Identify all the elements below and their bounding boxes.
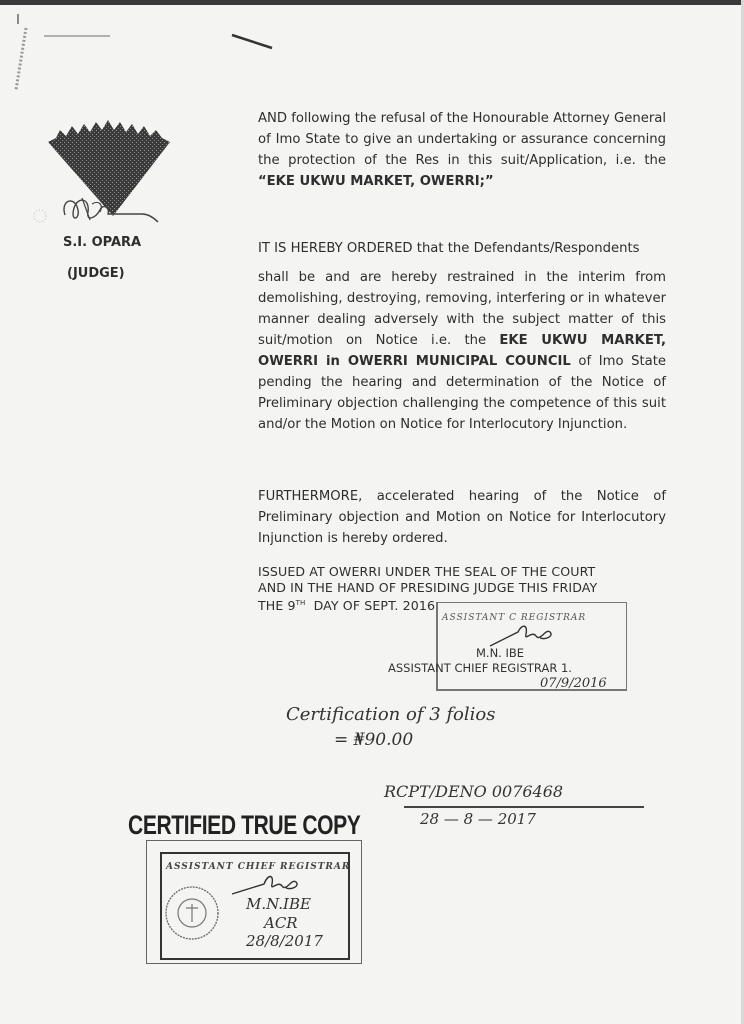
certified-stamp-name: M.N.IBE	[246, 895, 311, 913]
certified-true-copy-label: CERTIFIED TRUE COPY	[128, 810, 361, 840]
paragraph-furthermore: FURTHERMORE, accelerated hearing of the Notice of Preliminary objection and Motion on Notice for Interlocutory Injunction is hereby ordered.	[258, 489, 666, 546]
market-name-bold: “EKE UKWU MARKET, OWERRI;”	[258, 174, 494, 189]
certified-stamp-date: 28/8/2017	[246, 932, 323, 950]
issued-day: THE 9	[258, 598, 296, 614]
receipt-underline	[404, 806, 644, 808]
issued-line-1: ISSUED AT OWERRI UNDER THE SEAL OF THE COURT	[258, 564, 596, 579]
scan-marks	[0, 0, 300, 110]
paragraph-restraint-text-2: of Imo State pending the hearing and determination of the Notice of Preliminary objection challenging the competence of this suit and/or the Motion on Notice for Interlocutory Injunction.	[258, 354, 667, 432]
paragraph-refusal-text: AND following the refusal of the Honourable Attorney General of Imo State to give an undertaking or assurance concerning the protection of the Res in this suit/Application, i.e. the	[258, 111, 666, 168]
certified-stamp-title: ACR	[264, 914, 298, 932]
paragraph-refusal	[258, 108, 666, 192]
issued-line-2: AND IN THE HAND OF PRESIDING JUDGE THIS FRIDAY	[258, 580, 598, 595]
registrar-name: M.N. IBE	[476, 646, 525, 660]
certified-signature	[230, 870, 320, 898]
court-emblem-icon	[162, 878, 222, 948]
certified-stamp-header: ASSISTANT CHIEF REGISTRAR	[166, 862, 351, 872]
handwritten-certification: Certification of 3 folios	[286, 704, 496, 725]
market-location-bold: EKE UKWU MARKET, OWERRI in OWERRI MUNICIPAL COUNCIL	[258, 333, 666, 369]
handwritten-receipt-date: 28 — 8 — 2017	[420, 810, 536, 828]
issued-day-suffix: TH	[295, 599, 306, 607]
paragraph-restraint	[258, 267, 666, 435]
judge-title: (JUDGE)	[67, 266, 125, 281]
paragraph-restraint-text-1: shall be and are hereby restrained in the interim from demolishing, destroying, removing, interfering or in whatever manner dealing adversely with the subject matter of this suit/motion on Notice i.e. the	[258, 270, 666, 348]
judge-name: S.I. OPARA	[63, 235, 142, 250]
registrar-stamp-header: ASSISTANT C REGISTRAR	[442, 613, 587, 623]
handwritten-receipt: RCPT/DENO 0076468	[384, 782, 564, 801]
judge-signature	[30, 190, 170, 235]
handwritten-fee: = ₦90.00	[334, 730, 414, 750]
registrar-date: 07/9/2016	[540, 676, 607, 691]
paragraph-order-heading: IT IS HEREBY ORDERED that the Defendants/Respondents	[258, 241, 640, 256]
issued-date: DAY OF SEPT. 2016	[305, 598, 436, 614]
registrar-title: ASSISTANT CHIEF REGISTRAR 1.	[388, 661, 572, 675]
